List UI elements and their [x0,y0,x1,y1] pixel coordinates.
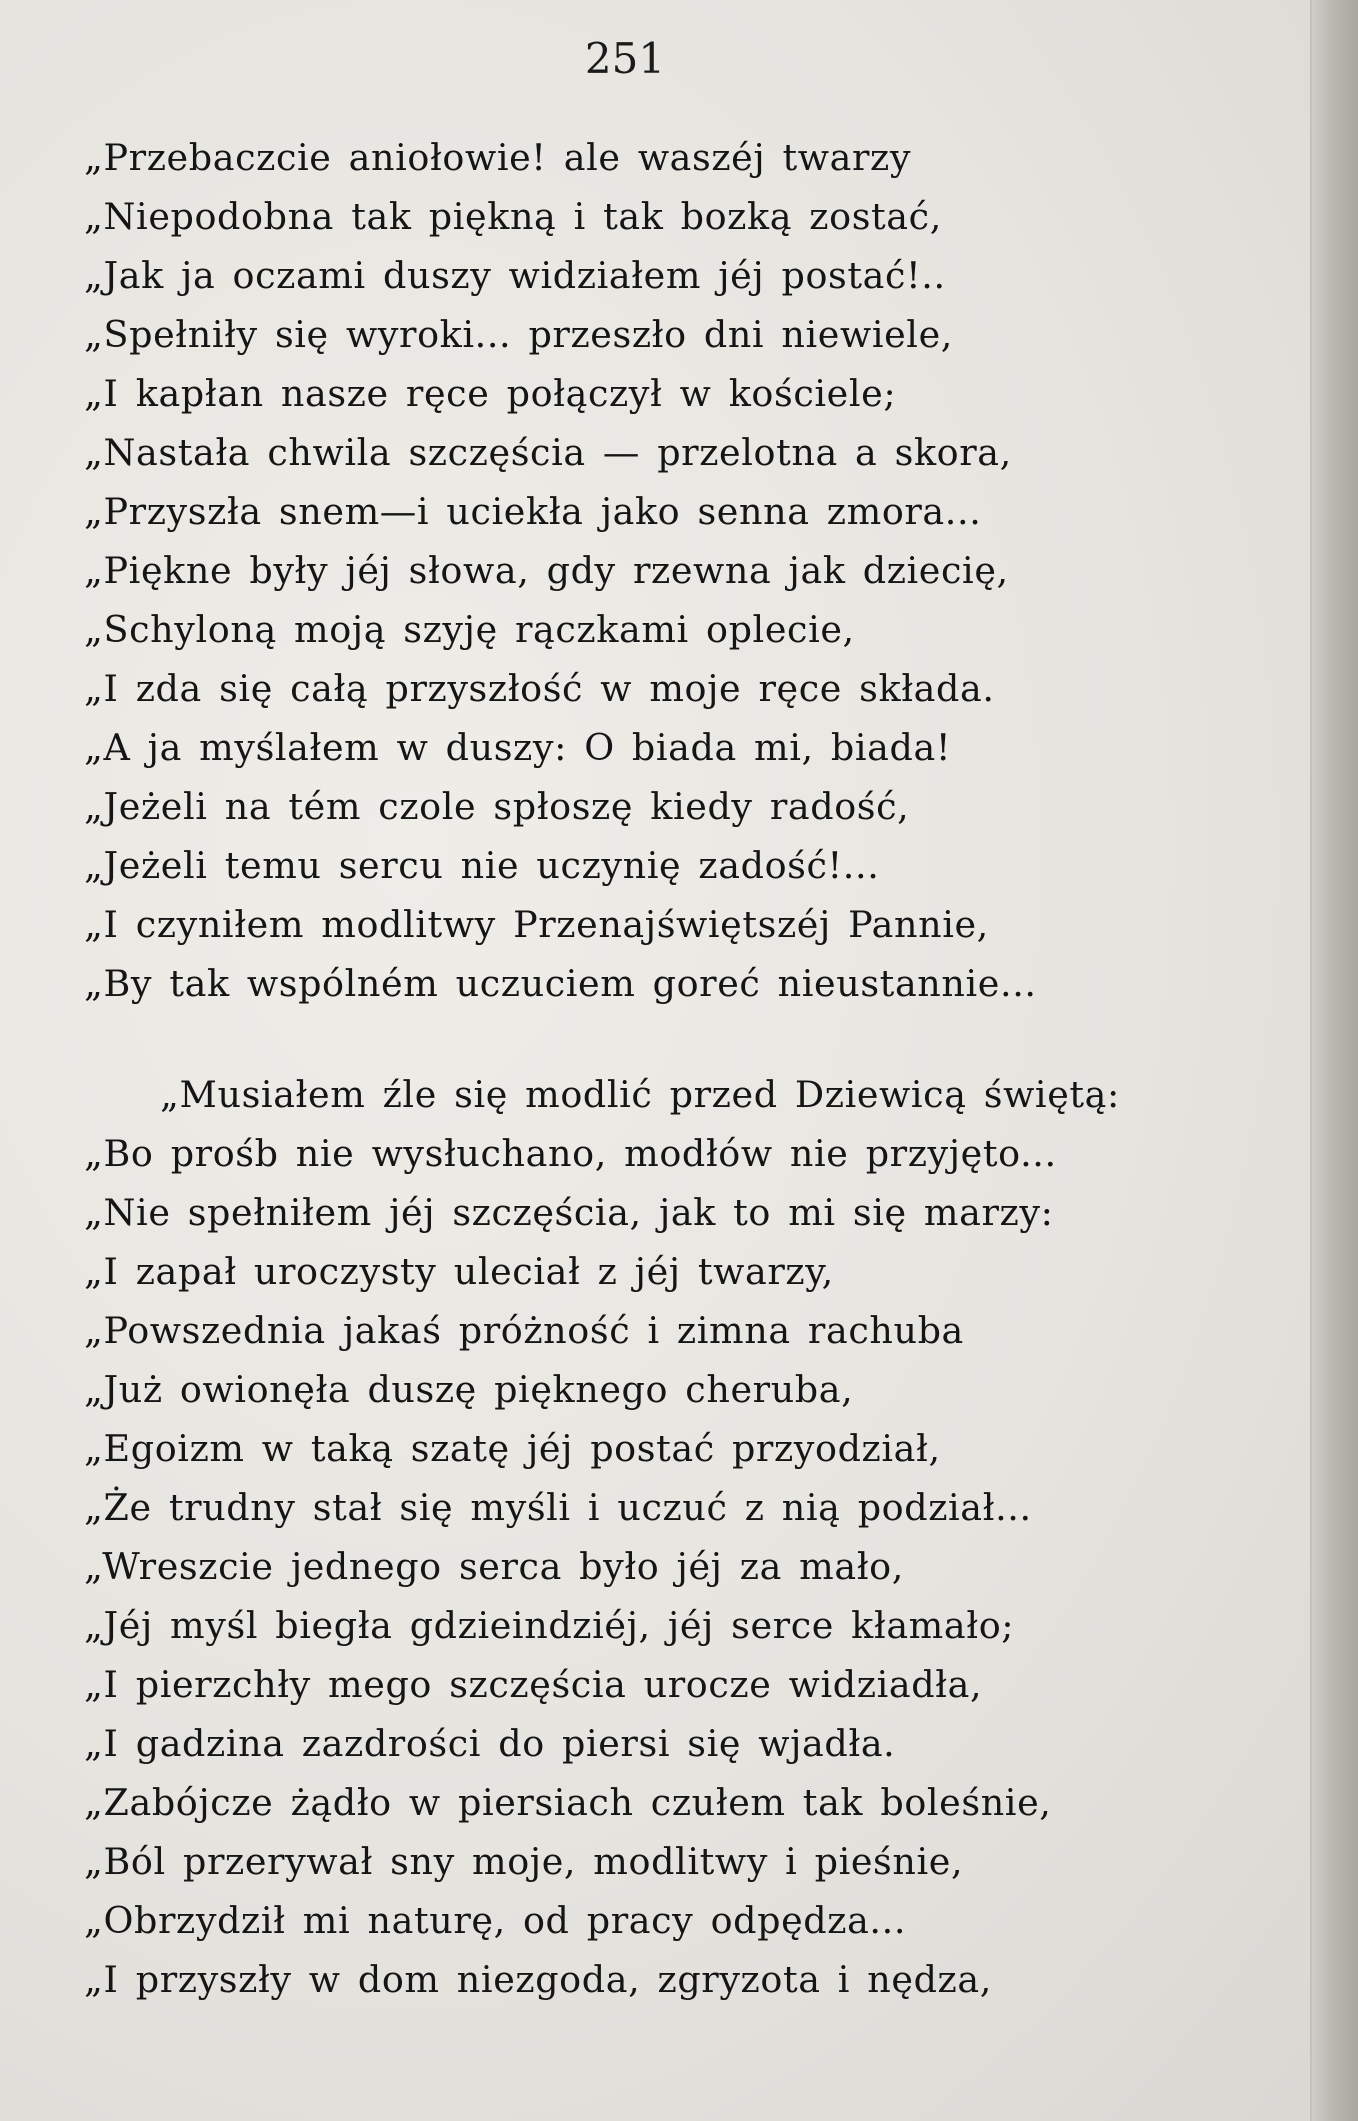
verse-line: „Bo prośb nie wysłuchano, modłów nie przyjęto... [84,1132,1057,1175]
verse-line: „Piękne były jéj słowa, gdy rzewna jak dziecię, [84,549,1009,592]
verse-line: „Jak ja oczami duszy widziałem jéj postać!.. [84,254,946,297]
verse-line: „Już owionęła duszę pięknego cheruba, [84,1368,854,1411]
verse-line: „Egoizm w taką szatę jéj postać przyodział, [84,1427,941,1470]
stanza-2 [84,1065,1264,2009]
stanza-1 [84,128,1264,1013]
verse-line: „I przyszły w dom niezgoda, zgryzota i nędza, [84,1958,992,2001]
page-edge [1310,0,1358,2121]
verse-line: „Wreszcie jednego serca było jéj za mało, [84,1545,904,1588]
verse-line: „Jeżeli na tém czole spłoszę kiedy radość, [84,785,910,828]
verse-line: „I zda się całą przyszłość w moje ręce składa. [84,667,995,710]
page-number: 251 [584,34,666,83]
verse-line: „Ból przerywał sny moje, modlitwy i pieśnie, [84,1840,964,1883]
verse-line: „Spełniły się wyroki... przeszło dni niewiele, [84,313,953,356]
verse-line: „Jeżeli temu sercu nie uczynię zadość!... [84,844,880,887]
verse-line: „A ja myślałem w duszy: O biada mi, biada! [84,726,952,769]
verse-line: „I kapłan nasze ręce połączył w kościele; [84,372,897,415]
verse-line: „Obrzydził mi naturę, od pracy odpędza... [84,1899,907,1942]
verse-line: „I pierzchły mego szczęścia urocze widziadła, [84,1663,983,1706]
verse-line: „Że trudny stał się myśli i uczuć z nią podział... [84,1486,1032,1529]
verse-line: „Nastała chwila szczęścia — przelotna a skora, [84,431,1012,474]
verse-line: „Schyloną moją szyję rączkami oplecie, [84,608,855,651]
verse-line: „I czyniłem modlitwy Przenajświętszéj Pannie, [84,903,989,946]
verse-line: „Jéj myśl biegła gdzieindziéj, jéj serce kłamało; [84,1604,1015,1647]
verse-line: „Powszednia jakaś próżność i zimna rachuba [84,1309,964,1352]
verse-line: „Musiałem źle się modlić przed Dziewicą świętą: [160,1073,1120,1116]
verse-line: „I zapał uroczysty uleciał z jéj twarzy, [84,1250,834,1293]
verse-line: „Niepodobna tak piękną i tak bozką zostać, [84,195,942,238]
verse-line: „Przyszła snem—i uciekła jako senna zmora... [84,490,982,533]
verse-line: „I gadzina zazdrości do piersi się wjadła. [84,1722,896,1765]
verse-line: „Zabójcze żądło w piersiach czułem tak boleśnie, [84,1781,1052,1824]
verse-line: „By tak wspólném uczuciem goreć nieustannie... [84,962,1037,1005]
verse-line: „Nie spełniłem jéj szczęścia, jak to mi się marzy: [84,1191,1054,1234]
verse-line: „Przebaczcie aniołowie! ale waszéj twarzy [84,136,912,179]
